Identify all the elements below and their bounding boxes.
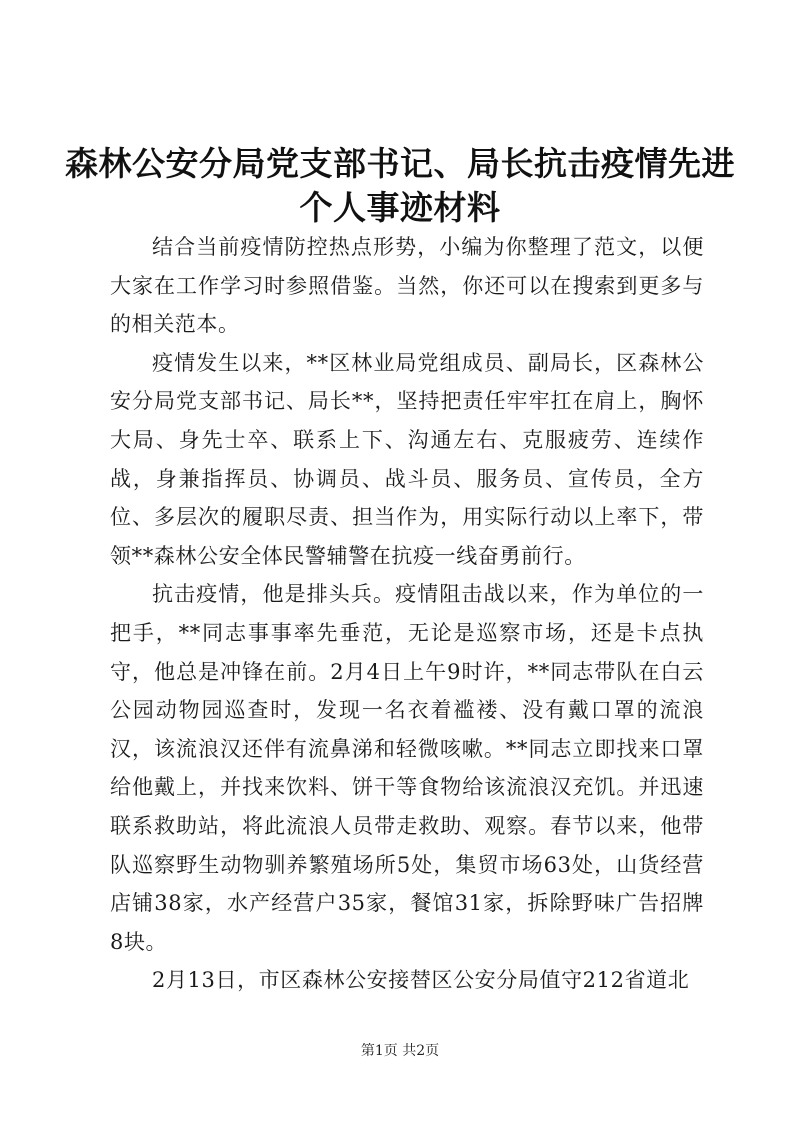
paragraph-frontline: 抗击疫情，他是排头兵。疫情阻击战以来，作为单位的一把手，**同志事事率先垂范，无论是巡察市场，还是卡点执守，他总是冲锋在前。2月4日上午9时许，**同志带队在白云公园动物园巡查时，发现一名衣着褴褛、没有戴口罩的流浪汉，该流浪汉还伴有流鼻涕和轻微咳嗽。**同志立即找来口罩给他戴上，并找来饮料、饼干等食物给该流浪汉充饥。并迅速联系救助站，将此流浪人员带走救助、观察。春节以来，他带队巡察野生动物驯养繁殖场所5处，集贸市场63处，山货经营店铺38家，水产经营户35家，餐馆31家，拆除野味广告招牌8块。 (110, 582, 704, 954)
document-title-line-2: 个人事迹材料 (299, 188, 501, 227)
page-number-footer: 第1页 共2页 (360, 1043, 440, 1059)
paragraph-background: 疫情发生以来，**区林业局党组成员、副局长，区森林公安分局党支部书记、局长**，坚持把责任牢牢扛在肩上，胸怀大局、身先士卒、联系上下、沟通左右、克服疲劳、连续作战，身兼指挥员、协调员、战斗员、服务员、宣传员，全方位、多层次的履职尽责、担当作为，用实际行动以上率下，带领**森林公安全体民警辅警在抗疫一线奋勇前行。 (110, 350, 704, 568)
document-body (110, 228, 704, 1000)
paragraph-continued: 2月13日，市区森林公安接替区公安分局值守212省道北 (152, 968, 690, 993)
paragraph-intro: 结合当前疫情防控热点形势，小编为你整理了范文，以便大家在工作学习时参照借鉴。当然，你还可以在搜索到更多与的相关范本。 (110, 235, 704, 337)
document-title-line-1: 森林公安分局党支部书记、局长抗击疫情先进 (65, 144, 735, 183)
